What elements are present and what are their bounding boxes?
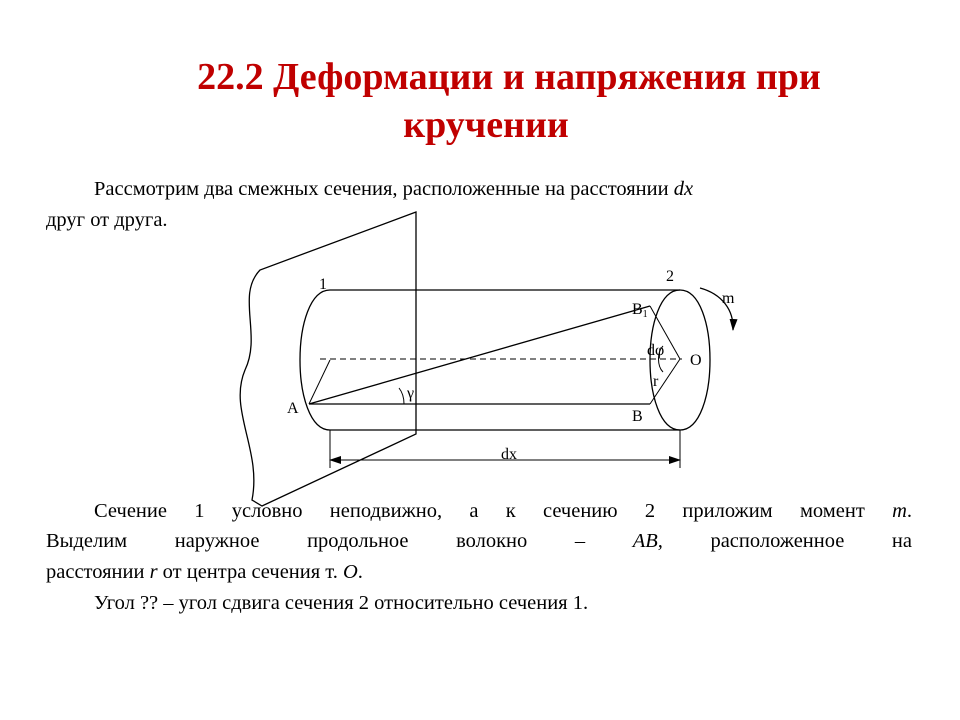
- label-b1-subscript: 1: [642, 309, 648, 320]
- label-moment: m: [722, 290, 735, 307]
- label-point-a: A: [287, 400, 299, 417]
- intro-variable-dx: dx: [673, 178, 694, 200]
- body-text: расположенное на: [662, 530, 912, 552]
- label-point-b1: [632, 301, 648, 320]
- page-title-line-2: кручении: [403, 104, 569, 146]
- body-variable-m: m: [892, 500, 907, 522]
- intro-line-2: друг от друга.: [46, 209, 168, 231]
- label-gamma: γ: [407, 385, 415, 402]
- body-p1-line-3: [46, 558, 912, 587]
- body-text: .: [906, 500, 912, 522]
- body-p1-line-1: [46, 497, 912, 526]
- page-title-line-1: 22.2 Деформации и напряжения при: [197, 56, 821, 98]
- label-radius: r: [653, 373, 659, 390]
- label-length-dx: dx: [501, 446, 517, 463]
- body-p1-line-2: [46, 527, 912, 556]
- body-variable-r: r: [149, 561, 158, 583]
- label-dphi: dφ: [647, 342, 665, 359]
- label-section-1: 1: [319, 276, 327, 293]
- body-text: Выделим наружное продольное волокно –: [46, 530, 633, 552]
- wall-plane: [240, 212, 416, 506]
- body-p2: Угол ?? – угол сдвига сечения 2 относительно сечения 1.: [94, 592, 589, 614]
- body-text: расстоянии: [46, 561, 150, 583]
- body-variable-ab: AB,: [632, 530, 663, 552]
- label-section-2: 2: [666, 268, 674, 285]
- label-point-b: B: [632, 408, 643, 425]
- body-variable-o: O: [342, 561, 358, 583]
- body-text: .: [357, 561, 363, 583]
- body-text: Сечение 1 условно неподвижно, а к сечению 2 приложим момент: [94, 500, 893, 522]
- body-text: от центра сечения т.: [157, 561, 343, 583]
- label-b1-letter: B: [632, 301, 643, 318]
- label-center-o: O: [690, 352, 702, 369]
- intro-text: Рассмотрим два смежных сечения, расположенные на расстоянии: [94, 178, 674, 200]
